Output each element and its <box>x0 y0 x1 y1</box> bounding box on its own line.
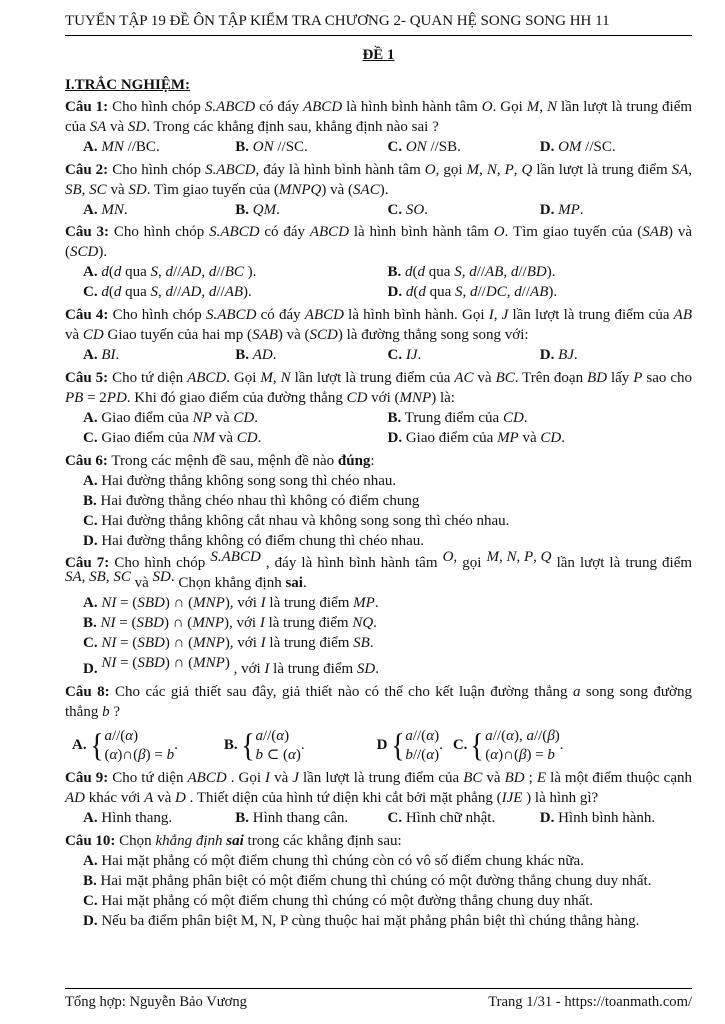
option-2-A <box>83 201 235 221</box>
question-1-statement <box>65 98 692 138</box>
option-text: NI = (SBD) ∩ (MNP), với I là trung điểm SB. <box>101 635 374 652</box>
question-text: Cho tứ diện ABCD . Gọi I và J lần lượt là trung điểm của BC và BD ; E là một điểm thuộc cạnh AD khác với A và D . Thiết diện của hình tứ diện khi cắt bởi mặt phẳng (IJE ) là hình gì? <box>65 769 692 806</box>
option-5-C <box>83 429 388 449</box>
question-text: Cho hình chóp S.ABCD, đáy là hình bình hành tâm O, gọi M, N, P, Q lần lượt là trung điểm SA, SB, SC và SD. Tìm giao tuyến của (MNPQ) và (SAC). <box>65 161 693 198</box>
option-label: B. <box>235 201 250 218</box>
option-6-D <box>83 532 692 552</box>
option-text: ON //SB. <box>405 138 461 155</box>
option-label: A. <box>83 347 98 364</box>
option-text: MN //BC. <box>101 138 160 155</box>
option-text: Giao điểm của NP và CD. <box>101 409 258 426</box>
option-6-B <box>83 492 692 512</box>
left-brace: { <box>89 727 104 764</box>
option-9-D <box>540 809 692 829</box>
question-text: Cho tứ diện ABCD. Gọi M, N lần lượt là trung điểm của AC và BC. Trên đoạn BD lấy P sao cho PB = 2PD. Khi đó giao điểm của đường thẳng CD với (MNP) là: <box>65 370 692 406</box>
option-label: B. <box>83 872 97 889</box>
question-3-statement <box>65 223 692 263</box>
doc-title-text: ĐỀ 1 <box>362 46 395 63</box>
option-7-A <box>83 594 692 614</box>
option-text: Hình thang cân. <box>252 809 349 826</box>
option-5-A <box>83 409 388 429</box>
left-brace: { <box>240 727 255 764</box>
option-4-D <box>540 346 692 366</box>
question-2-options <box>65 201 692 221</box>
option-label: A. <box>83 264 98 281</box>
question-2 <box>65 161 692 221</box>
option-8-C <box>453 727 564 766</box>
question-6-options <box>65 472 692 552</box>
option-suffix: . <box>439 737 443 754</box>
option-cases <box>104 727 174 766</box>
option-cases <box>255 727 300 766</box>
case-line: a//(α) <box>104 727 139 744</box>
option-label: A. <box>72 737 87 754</box>
question-7 <box>65 549 693 680</box>
question-label: Câu 3: <box>65 224 109 241</box>
option-2-C <box>388 201 540 221</box>
question-4 <box>65 306 692 366</box>
option-text: SO. <box>405 201 428 218</box>
option-text: NI = (SBD) ∩ (MNP), với I là trung điểm MP. <box>101 595 379 612</box>
option-7-D <box>83 655 692 680</box>
option-label: C. <box>452 737 468 754</box>
option-label: D. <box>387 429 403 446</box>
question-8-statement <box>65 683 692 723</box>
option-label: A. <box>83 809 98 826</box>
option-8-B <box>224 727 305 766</box>
section-heading-row <box>65 76 692 98</box>
case-line: (α)∩(β) = b <box>104 747 175 764</box>
option-label: C. <box>387 201 403 218</box>
header-title: TUYỂN TẬP 19 ĐỀ ÔN TẬP KIỂM TRA CHƯƠNG 2- QUAN HỆ SONG SONG HH 11 <box>65 13 610 29</box>
option-10-A <box>83 852 692 872</box>
question-7-statement <box>65 549 693 594</box>
option-label: A. <box>83 201 98 218</box>
option-text: Hai đường thẳng không có điểm chung thì chéo nhau. <box>101 532 425 549</box>
option-3-A <box>83 263 388 283</box>
option-label: C. <box>83 284 98 301</box>
option-7-C <box>83 634 692 654</box>
case-line: a//(α) <box>405 727 440 744</box>
footer-page-number: Trang 1/31 - https://toanmath.com/ <box>488 993 692 1010</box>
option-label: B. <box>235 138 250 155</box>
option-label: C. <box>387 809 403 826</box>
question-text: Trong các mệnh đề sau, mệnh đề nào đúng: <box>111 452 375 469</box>
option-9-B <box>235 809 387 829</box>
option-7-B <box>83 614 692 634</box>
case-line: a//(α) <box>255 727 290 744</box>
option-text: Hai đường thẳng không cắt nhau và không song song thì chéo nhau. <box>101 512 510 529</box>
option-text: QM. <box>252 201 280 218</box>
question-6 <box>65 452 692 552</box>
question-text: Cho hình chóp S.ABCD có đáy ABCD là hình bình hành tâm O. Gọi M, N lần lượt là trung điểm của SA và SD. Trong các khẳng định sau, khẳng định nào sai ? <box>65 98 693 135</box>
option-text: d(d qua S, d//AD, d//AB). <box>101 284 252 301</box>
option-text: Hình chữ nhật. <box>405 809 496 826</box>
question-5-options <box>65 409 692 449</box>
option-label: A. <box>83 595 98 612</box>
case-line: a//(α), a//(β) <box>485 727 560 744</box>
question-label: Câu 6: <box>65 452 108 469</box>
question-label: Câu 7: <box>65 555 110 572</box>
option-text: Hai mặt phẳng có một điểm chung thì chúng còn có vô số điểm chung khác nữa. <box>101 852 584 869</box>
option-3-C <box>83 283 388 303</box>
option-1-B <box>235 138 387 158</box>
option-label: C. <box>83 429 98 446</box>
doc-title <box>65 46 692 66</box>
section-heading: I.TRẮC NGHIỆM: <box>65 76 191 93</box>
option-text: IJ. <box>405 347 422 364</box>
question-3-options <box>65 263 692 303</box>
question-text: Chọn khẳng định sai trong các khẳng định sau: <box>119 832 402 849</box>
question-label: Câu 5: <box>65 370 109 386</box>
left-brace: { <box>390 727 405 764</box>
option-text: Hình bình hành. <box>558 809 656 826</box>
option-label: A. <box>83 409 98 426</box>
question-text: Cho hình chóp S.ABCD có đáy ABCD là hình bình hành tâm O. Tìm giao tuyến của (SAB) và (SCD). <box>65 224 693 261</box>
option-label: D. <box>83 532 98 549</box>
option-text: Hình thang. <box>101 809 173 826</box>
option-label: B. <box>387 409 402 426</box>
option-text: Hai mặt phẳng có một điểm chung thì chúng có một đường thẳng chung duy nhất. <box>101 892 594 909</box>
option-text: d(d qua S, d//AB, d//BD). <box>405 264 556 281</box>
option-label: D. <box>539 138 555 155</box>
left-brace: { <box>470 727 485 764</box>
footer-author: Tổng hợp: Nguyễn Bảo Vương <box>65 993 247 1010</box>
option-text: d(d qua S, d//DC, d//AB). <box>405 284 558 301</box>
option-text: OM //SC. <box>558 138 616 155</box>
option-4-B <box>235 346 387 366</box>
option-9-C <box>388 809 540 829</box>
question-10-statement <box>65 832 692 852</box>
question-5-statement <box>65 369 692 409</box>
question-label: Câu 1: <box>65 98 109 115</box>
option-text: Hai đường thẳng chéo nhau thì không có điểm chung <box>100 492 420 509</box>
option-text: Giao điểm của NM và CD. <box>101 429 262 446</box>
option-text: Hai mặt phẳng phân biệt có một điểm chung thì chúng có một đường thẳng chung duy nhất. <box>100 872 652 889</box>
option-2-D <box>540 201 692 221</box>
option-8-D <box>377 727 443 766</box>
option-label: B. <box>387 264 402 281</box>
question-10 <box>65 832 692 932</box>
case-line: b ⊂ (α) <box>255 747 301 764</box>
option-label: C. <box>387 138 403 155</box>
question-8-options <box>65 727 692 766</box>
option-label: D. <box>387 284 403 301</box>
option-label: C. <box>387 347 403 364</box>
option-text: ON //SC. <box>252 138 308 155</box>
option-label: D. <box>539 201 555 218</box>
option-5-B <box>388 409 693 429</box>
question-9 <box>65 769 692 829</box>
option-label: A. <box>83 472 98 489</box>
option-text: Trung điểm của CD. <box>404 409 528 426</box>
question-label: Câu 10: <box>65 832 116 849</box>
option-6-A <box>83 472 692 492</box>
question-text: Cho hình chóp S.ABCD , đáy là hình bình hành tâm O, gọi M, N, P, Q lần lượt là trung điểm SA, SB, SC và SD. Chọn khẳng định sai. <box>65 549 693 592</box>
option-label: B. <box>83 492 97 509</box>
option-1-D <box>540 138 692 158</box>
option-10-B <box>83 872 692 892</box>
option-suffix: . <box>559 737 564 754</box>
option-label: D <box>376 737 388 754</box>
option-text: NI = (SBD) ∩ (MNP), với I là trung điểm NQ. <box>100 615 377 632</box>
option-label: B. <box>83 615 97 632</box>
option-1-C <box>388 138 540 158</box>
option-label: C. <box>83 892 98 909</box>
option-label: D. <box>539 809 555 826</box>
question-text: Cho hình chóp S.ABCD có đáy ABCD là hình bình hành. Gọi I, J lần lượt là trung điểm của AB và CD Giao tuyến của hai mp (SAB) và (SCD) là đường thẳng song song với: <box>65 307 692 344</box>
option-text: AD. <box>252 347 277 364</box>
option-suffix: . <box>174 737 178 754</box>
option-label: B. <box>235 809 250 826</box>
page-footer <box>65 988 692 1012</box>
question-1 <box>65 98 692 158</box>
option-3-D <box>388 283 693 303</box>
question-5 <box>65 369 692 449</box>
question-4-options <box>65 346 692 366</box>
option-label: A. <box>83 852 98 869</box>
option-label: B. <box>235 347 250 364</box>
option-2-B <box>235 201 387 221</box>
question-4-statement <box>65 306 692 346</box>
document-header <box>65 12 692 36</box>
option-text: d(d qua S, d//AD, d//BC ). <box>101 264 257 281</box>
option-label: C. <box>83 512 98 529</box>
option-6-C <box>83 512 692 532</box>
option-label: A. <box>83 138 98 155</box>
option-10-D <box>83 912 692 932</box>
question-2-statement <box>65 161 692 201</box>
question-9-statement <box>65 769 692 809</box>
option-text: BJ. <box>558 347 578 364</box>
question-10-options <box>65 852 692 932</box>
option-text: NI = (SBD) ∩ (MNP) , với I là trung điểm SD. <box>101 655 379 678</box>
question-3 <box>65 223 692 303</box>
question-1-options <box>65 138 692 158</box>
question-text: Cho các giả thiết sau đây, giả thiết nào có thể cho kết luận đường thẳng a song song đường thẳng b ? <box>65 684 692 720</box>
question-label: Câu 8: <box>65 684 110 701</box>
question-6-statement <box>65 452 692 472</box>
question-label: Câu 2: <box>65 161 109 178</box>
option-label: D. <box>83 912 98 929</box>
option-10-C <box>83 892 692 912</box>
option-text: Nếu ba điểm phân biệt M, N, P cùng thuộc hai mặt phẳng phân biệt thì chúng thẳng hàng. <box>101 912 640 929</box>
option-label: D. <box>539 347 555 364</box>
question-8 <box>65 683 692 766</box>
option-4-C <box>388 346 540 366</box>
option-cases <box>485 727 560 766</box>
option-text: MP. <box>558 201 584 218</box>
question-label: Câu 4: <box>65 307 109 324</box>
question-9-options <box>65 809 692 829</box>
option-text: Hai đường thẳng không song song thì chéo nhau. <box>101 472 397 489</box>
option-label: B. <box>223 737 238 754</box>
option-8-A <box>72 727 178 766</box>
case-line: (α)∩(β) = b <box>485 747 555 764</box>
option-9-A <box>83 809 235 829</box>
option-3-B <box>388 263 693 283</box>
case-line: b//(α) <box>405 747 440 764</box>
option-label: D. <box>83 661 98 678</box>
option-text: Giao điểm của MP và CD. <box>405 429 565 446</box>
option-text: BI. <box>101 347 120 364</box>
question-7-options <box>65 594 692 680</box>
option-cases <box>405 727 439 766</box>
option-4-A <box>83 346 235 366</box>
question-label: Câu 9: <box>65 769 109 786</box>
option-5-D <box>388 429 693 449</box>
option-text: MN. <box>101 201 128 218</box>
option-suffix: . <box>300 737 305 754</box>
option-label: C. <box>83 635 98 652</box>
option-1-A <box>83 138 235 158</box>
